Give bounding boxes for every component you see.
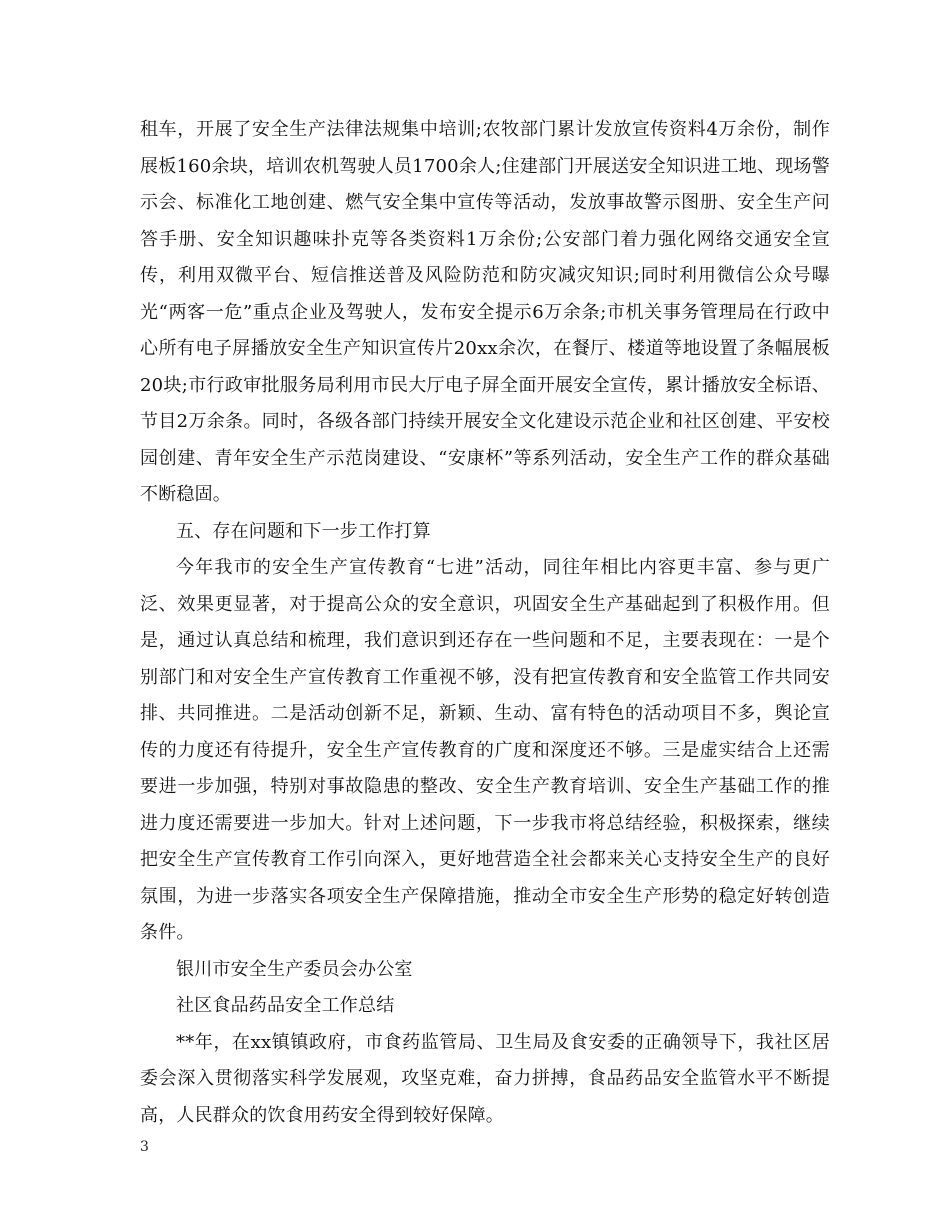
paragraph-problems-and-next-steps: 今年我市的安全生产宣传教育“七进”活动，同往年相比内容更丰富、参与更广泛、效果更显著，对于提高公众的安全意识，巩固安全生产基础起到了积极作用。但是，通过认真总结和梳理，我们意识到还存在一些问题和不足，主要表现在：一是个别部门和对安全生产宣传教育工作重视不够，没有把宣传教育和安全监管工作共同安排、共同推进。二是活动创新不足，新颖、生动、富有特色的活动项目不多，舆论宣传的力度还有待提升，安全生产宣传教育的广度和深度还不够。三是虚实结合上还需要进一步加强，特别对事故隐患的整改、安全生产教育培训、安全生产基础工作的推进力度还需要进一步加大。针对上述问题，下一步我市将总结经验，积极探索，继续把安全生产宣传教育工作引向深入，更好地营造全社会都来关心支持安全生产的良好氛围，为进一步落实各项安全生产保障措施，推动全市安全生产形势的稳定好转创造条件。 [140,557,830,943]
signature-office: 银川市安全生产委员会办公室 [176,958,413,980]
document-page [140,112,830,1134]
paragraph-community-summary-intro: **年，在xx镇镇政府，市食药监管局、卫生局及食安委的正确领导下，我社区居委会深入贯彻落实科学发展观，攻坚克难，奋力拼搏，食品药品安全监管水平不断提高，人民群众的饮食用药安全得到较好保障。 [140,1031,830,1126]
paragraph-propaganda-activities: 租车，开展了安全生产法律法规集中培训;农牧部门累计发放宣传资料4万余份，制作展板160余块，培训农机驾驶人员1700余人;住建部门开展送安全知识进工地、现场警示会、标准化工地创建、燃气安全集中宣传等活动，发放事故警示图册、安全生产问答手册、安全知识趣味扑克等各类资料1万余份;公安部门着力强化网络交通安全宣传，利用双微平台、短信推送普及风险防范和防灾减灾知识;同时利用微信公众号曝光“两客一危”重点企业及驾驶人，发布安全提示6万余条;市机关事务管理局在行政中心所有电子屏播放安全生产知识宣传片20xx余次，在餐厅、楼道等地设置了条幅展板20块;市行政审批服务局利用市民大厅电子屏全面开展安全宣传，累计播放安全标语、节目2万余条。同时，各级各部门持续开展安全文化建设示范企业和社区创建、平安校园创建、青年安全生产示范岗建设、“安康杯”等系列活动，安全生产工作的群众基础不断稳固。 [140,119,830,505]
section-heading-problems-and-plans: 五、存在问题和下一步工作打算 [176,520,431,542]
document-title-community-food-drug-safety: 社区食品药品安全工作总结 [176,995,395,1016]
page-number: 3 [140,1139,149,1155]
